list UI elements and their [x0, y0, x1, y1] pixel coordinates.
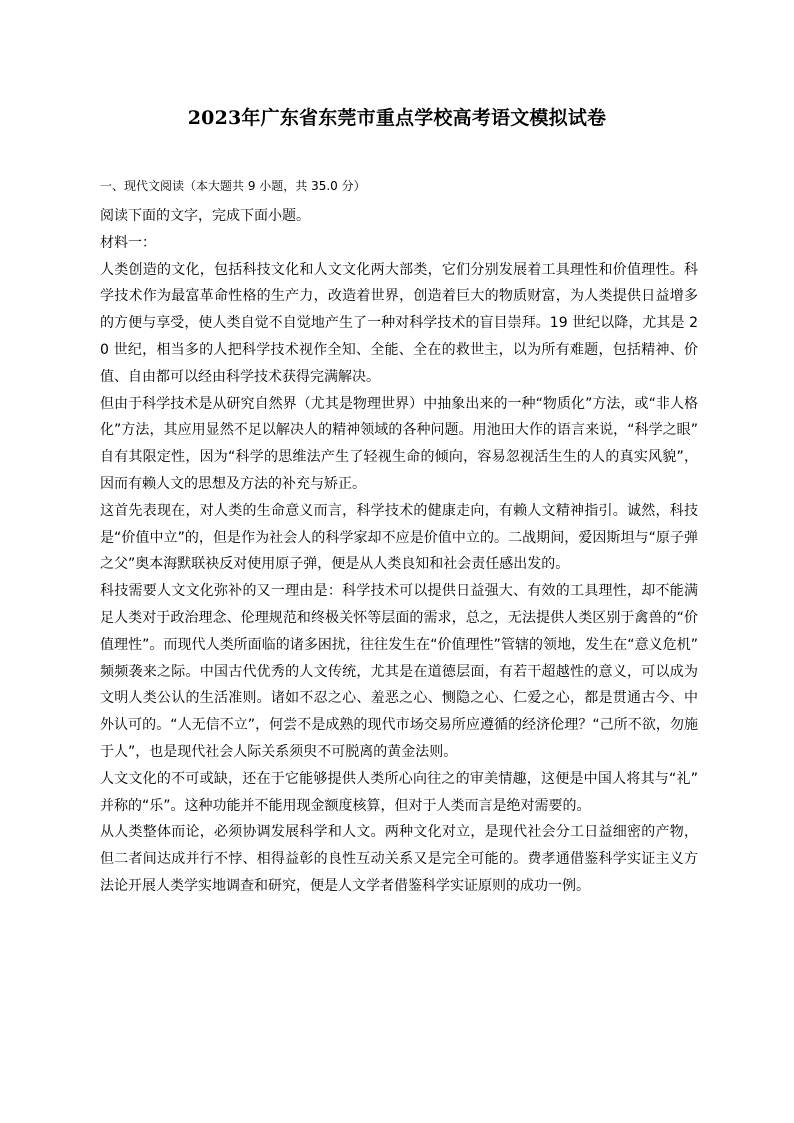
body-paragraph: 科技需要人文文化弥补的又一理由是：科学技术可以提供日益强大、有效的工具理性，却不能满足人类对于政治理念、伦理规范和终极关怀等层面的需求，总之，无法提供人类区别于禽兽的“价值理性”。而现代人类所面临的诸多困扰，往往发生在“价值理性”管辖的领地，发生在“意义危机”频频袭来之际。中国古代优秀的人文传统，尤其是在道德层面，有若干超越性的意义，可以成为文明人类公认的生活准则。诸如不忍之心、羞恶之心、恻隐之心、仁爱之心，都是贯通古今、中外认可的。“人无信不立”，何尝不是成熟的现代市场交易所应遵循的经济伦理？“己所不欲，勿施于人”，也是现代社会人际关系须臾不可脱离的黄金法则。: [100, 583, 698, 760]
document-title: 2023年广东省东莞市重点学校高考语文模拟试卷: [187, 107, 607, 129]
body-paragraph: 人类创造的文化，包括科技文化和人文文化两大部类，它们分别发展着工具理性和价值理性。科学技术作为最富革命性格的生产力，改造着世界，创造着巨大的物质财富，为人类提供日益增多的方便与享受，使人类自觉不自觉地产生了一种对科学技术的盲目崇拜。19 世纪以降，尤其是 20 世纪，相当多的人把科学技术视作全知、全能、全在的救世主，以为所有难题，包括精神、价值、自由都可以经由科学技术获得完满解决。: [100, 261, 698, 385]
body-paragraph: 这首先表现在，对人类的生命意义而言，科学技术的健康走向，有赖人文精神指引。诚然，科技是“价值中立”的，但是作为社会人的科学家却不应是价值中立的。二战期间，爱因斯坦与“原子弹之父”奥本海默联袂反对使用原子弹，便是从人类良知和社会责任感出发的。: [100, 502, 698, 573]
section-heading: 一、现代文阅读（本大题共 9 小题，共 35.0 分）: [100, 179, 366, 193]
reading-passage: [100, 203, 698, 900]
material-label: 材料一：: [100, 234, 156, 251]
body-paragraph: 人文文化的不可或缺，还在于它能够提供人类所心向往之的审美情趣，这便是中国人将其与“礼”并称的“乐”。这种功能并不能用现金额度核算，但对于人类而言是绝对需要的。: [100, 770, 698, 814]
instruction-paragraph: 阅读下面的文字，完成下面小题。: [100, 208, 310, 224]
body-paragraph: 但由于科学技术是从研究自然界（尤其是物理世界）中抽象出来的一种“物质化”方法，或“非人格化”方法，其应用显然不足以解决人的精神领域的各种问题。用池田大作的语言来说，“科学之眼”自有其限定性，因为“科学的思维法产生了轻视生命的倾向，容易忽视活生生的人的真实风貌”，因而有赖人文的思想及方法的补充与矫正。: [100, 395, 698, 492]
body-paragraph: 从人类整体而论，必须协调发展科学和人文。两种文化对立，是现代社会分工日益细密的产物，但二者间达成并行不悖、相得益彰的良性互动关系又是完全可能的。费孝通借鉴科学实证主义方法论开展人类学实地调查和研究，便是人文学者借鉴科学实证原则的成功一例。: [100, 824, 698, 894]
